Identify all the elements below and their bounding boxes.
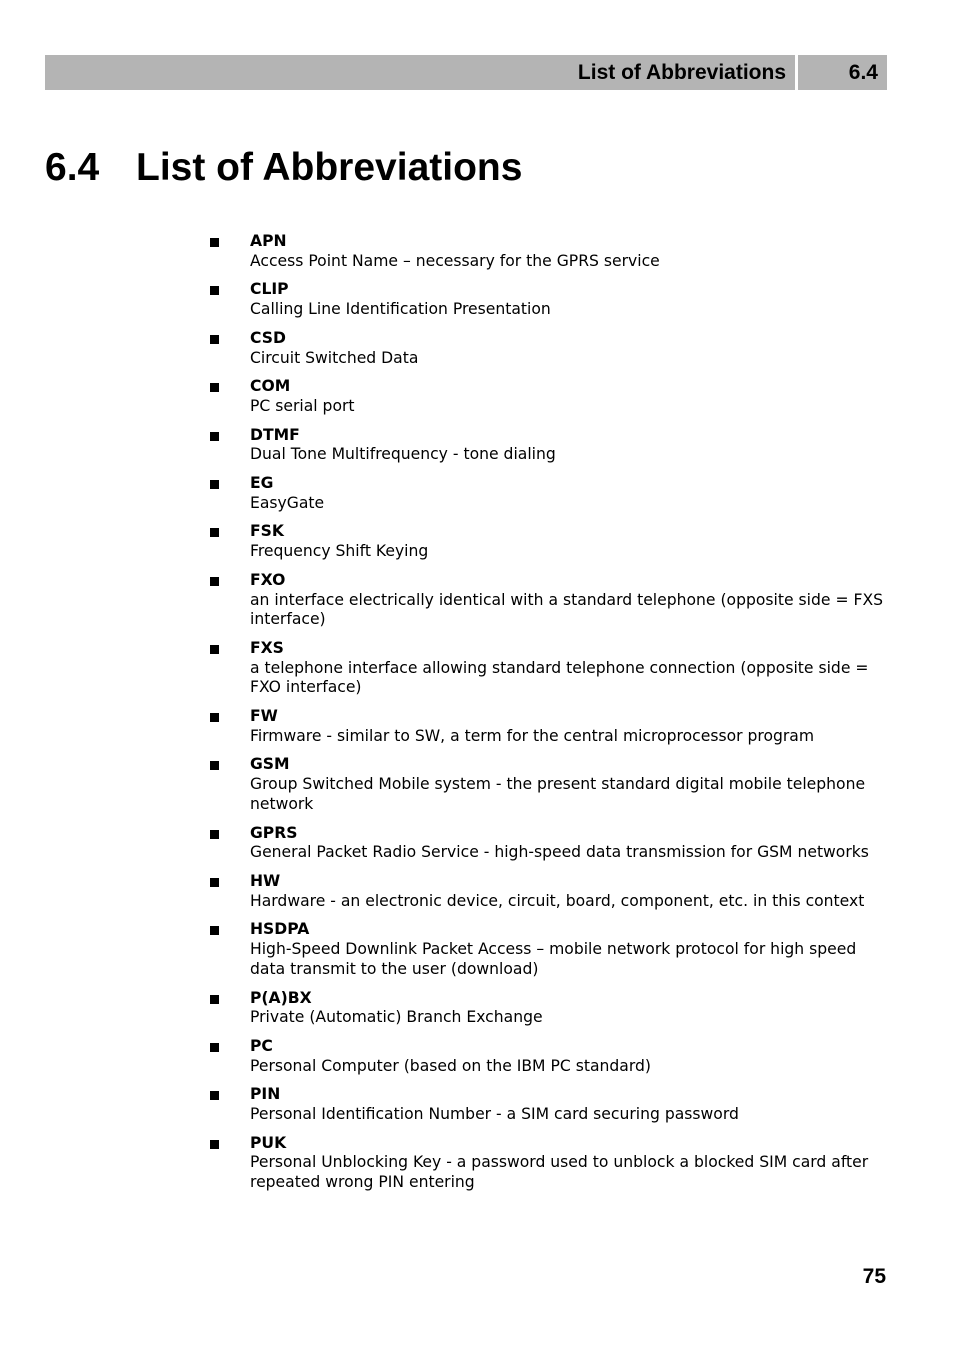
abbreviation-term: DTMF (250, 425, 300, 444)
abbreviation-definition: an interface electrically identical with a standard telephone (opposite side = FXS interface) (250, 590, 884, 629)
abbreviation-term: P(A)BX (250, 988, 312, 1007)
abbreviation-definition: Hardware - an electronic device, circuit, board, component, etc. in this context (250, 891, 865, 910)
abbreviation-item (210, 872, 890, 911)
abbreviation-definition: General Packet Radio Service - high-speed data transmission for GSM networks (250, 843, 869, 862)
abbreviation-term: FXS (250, 638, 284, 657)
abbreviation-definition: Group Switched Mobile system - the present standard digital mobile telephone network (250, 775, 866, 813)
abbreviation-term: EG (250, 474, 274, 493)
abbreviation-term: CLIP (250, 280, 289, 299)
abbreviation-definition: Access Point Name – necessary for the GPRS service (250, 251, 660, 270)
abbreviation-definition: Personal Unblocking Key - a password used to unblock a blocked SIM card after repeated wrong PIN entering (250, 1153, 869, 1192)
abbreviation-item (210, 232, 890, 271)
abbreviation-definition: Personal Identification Number - a SIM card securing password (250, 1105, 739, 1124)
square-bullet-icon (210, 383, 219, 392)
abbreviation-term: APN (250, 232, 287, 250)
square-bullet-icon (210, 1043, 219, 1052)
abbreviation-term: FXO (250, 570, 286, 589)
abbreviation-term: GSM (250, 755, 290, 774)
abbreviation-term: PIN (250, 1085, 281, 1104)
square-bullet-icon (210, 335, 219, 344)
abbreviation-item (210, 824, 890, 863)
page-number: 75 (862, 1265, 886, 1288)
abbreviation-item (210, 377, 890, 416)
abbreviation-item (210, 920, 890, 979)
abbreviation-term: FSK (250, 522, 284, 541)
abbreviation-term: CSD (250, 328, 286, 347)
running-header (45, 55, 887, 90)
abbreviation-item (210, 707, 890, 746)
abbreviation-definition: Dual Tone Multifrequency - tone dialing (250, 445, 556, 464)
abbreviation-item (210, 755, 890, 814)
square-bullet-icon (210, 926, 219, 935)
abbreviation-item (210, 1037, 890, 1076)
page-title-text: List of Abbreviations (136, 146, 523, 189)
square-bullet-icon (210, 761, 219, 770)
abbreviation-definition: Private (Automatic) Branch Exchange (250, 1008, 543, 1027)
abbreviation-definition: High-Speed Downlink Packet Access – mobile network protocol for high speed data transmit to the user (download) (250, 940, 857, 978)
abbreviation-definition: Personal Computer (based on the IBM PC standard) (250, 1056, 651, 1075)
abbreviation-item (210, 989, 890, 1028)
square-bullet-icon (210, 528, 219, 537)
abbreviation-term: PUK (250, 1133, 287, 1152)
abbreviation-definition: PC serial port (250, 396, 355, 415)
abbreviation-item (210, 639, 890, 698)
abbreviation-term: FW (250, 707, 278, 726)
square-bullet-icon (210, 432, 219, 441)
abbreviation-definition: Calling Line Identification Presentation (250, 300, 551, 319)
abbreviation-term: COM (250, 377, 291, 396)
abbreviation-term: HSDPA (250, 920, 310, 939)
abbreviation-definition: Frequency Shift Keying (250, 542, 429, 561)
abbreviation-term: HW (250, 871, 281, 890)
square-bullet-icon (210, 577, 219, 586)
abbreviation-term: PC (250, 1036, 273, 1055)
square-bullet-icon (210, 713, 219, 722)
square-bullet-icon (210, 995, 219, 1004)
abbreviation-definition: Circuit Switched Data (250, 348, 419, 367)
square-bullet-icon (210, 1140, 219, 1149)
page-title (45, 146, 522, 190)
abbreviation-definition: EasyGate (250, 493, 325, 512)
abbreviation-item (210, 571, 890, 630)
running-header-title: List of Abbreviations (45, 55, 795, 90)
abbreviation-item (210, 329, 890, 368)
square-bullet-icon (210, 830, 219, 839)
abbreviation-definition: a telephone interface allowing standard telephone connection (opposite side = FXO interface) (250, 658, 869, 697)
abbreviation-item (210, 426, 890, 465)
page-title-number: 6.4 (45, 146, 100, 189)
abbreviation-item (210, 522, 890, 561)
abbreviation-item (210, 1134, 890, 1193)
abbreviation-item (210, 1085, 890, 1124)
abbreviation-term: GPRS (250, 823, 298, 842)
abbreviation-item (210, 474, 890, 513)
square-bullet-icon (210, 238, 219, 247)
abbreviation-item (210, 280, 890, 319)
square-bullet-icon (210, 645, 219, 654)
square-bullet-icon (210, 1091, 219, 1100)
square-bullet-icon (210, 286, 219, 295)
abbreviation-list (210, 232, 890, 1202)
running-header-section-number: 6.4 (798, 55, 887, 90)
square-bullet-icon (210, 878, 219, 887)
square-bullet-icon (210, 480, 219, 489)
abbreviation-definition: Firmware - similar to SW, a term for the central microprocessor program (250, 726, 815, 745)
